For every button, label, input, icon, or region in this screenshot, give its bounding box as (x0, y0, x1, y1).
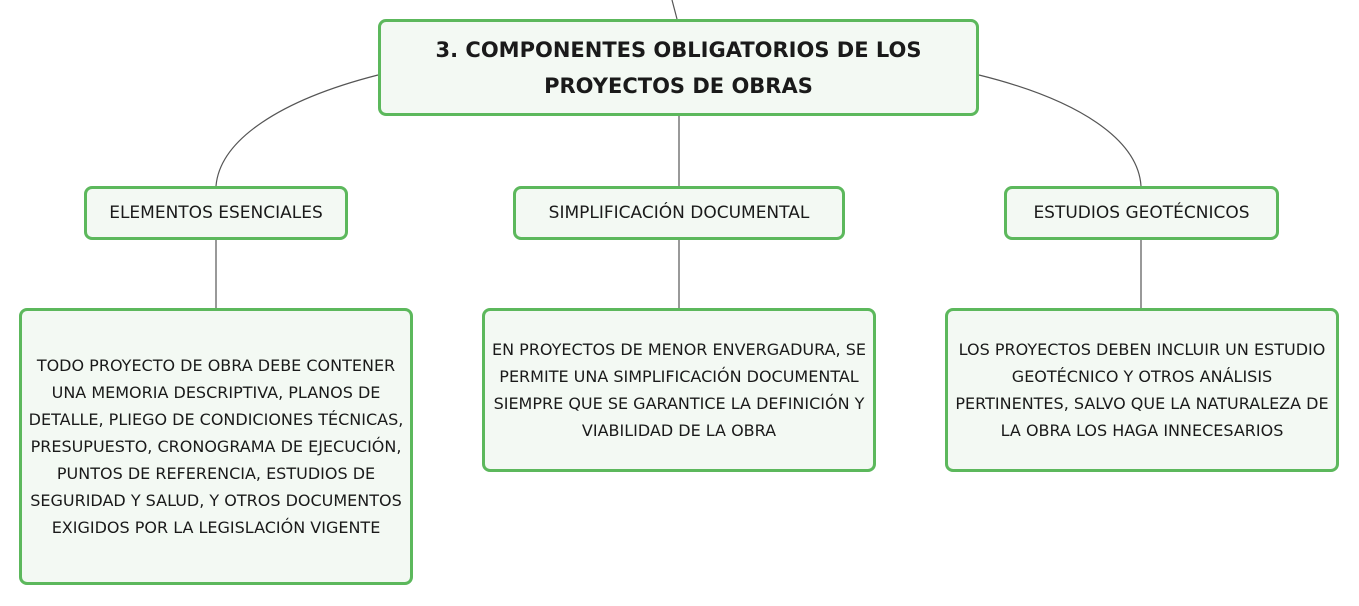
root-title: 3. COMPONENTES OBLIGATORIOS DE LOS PROYECTOS DE OBRAS (435, 37, 922, 98)
branch-label: SIMPLIFICACIÓN DOCUMENTAL (548, 203, 810, 223)
branch-node-simplificacion-documental[interactable] (513, 186, 845, 240)
detail-node-elementos-esenciales[interactable] (19, 308, 413, 585)
branch-node-elementos-esenciales[interactable] (84, 186, 348, 240)
connector-parent-to-root (672, 0, 677, 19)
detail-node-estudios-geotecnicos[interactable] (945, 308, 1339, 472)
detail-text: EN PROYECTOS DE MENOR ENVERGADURA, SE PERMITE UNA SIMPLIFICACIÓN DOCUMENTAL SIEMPRE QUE SE GARANTICE LA DEFINICIÓN Y VIABILIDAD DE LA OBRA (492, 340, 866, 440)
root-node[interactable] (378, 19, 979, 116)
branch-label: ESTUDIOS GEOTÉCNICOS (1033, 203, 1250, 223)
branch-label: ELEMENTOS ESENCIALES (109, 203, 323, 223)
connector-root-to-estudios (979, 75, 1141, 186)
branch-node-estudios-geotecnicos[interactable] (1004, 186, 1279, 240)
detail-node-simplificacion-documental[interactable] (482, 308, 876, 472)
detail-text: LOS PROYECTOS DEBEN INCLUIR UN ESTUDIO GEOTÉCNICO Y OTROS ANÁLISIS PERTINENTES, SALVO QUE LA NATURALEZA DE LA OBRA LOS HAGA INNECESARIOS (955, 340, 1329, 440)
connector-root-to-elementos (216, 75, 378, 186)
detail-text: TODO PROYECTO DE OBRA DEBE CONTENER UNA MEMORIA DESCRIPTIVA, PLANOS DE DETALLE, PLIEGO DE CONDICIONES TÉCNICAS, PRESUPUESTO, CRONOGRAMA DE EJECUCIÓN, PUNTOS DE REFERENCIA, ESTUDIOS DE SEGURIDAD Y SALUD, Y OTROS DOCUMENTOS EXIGIDOS POR LA LEGISLACIÓN VIGENTE (28, 356, 404, 537)
